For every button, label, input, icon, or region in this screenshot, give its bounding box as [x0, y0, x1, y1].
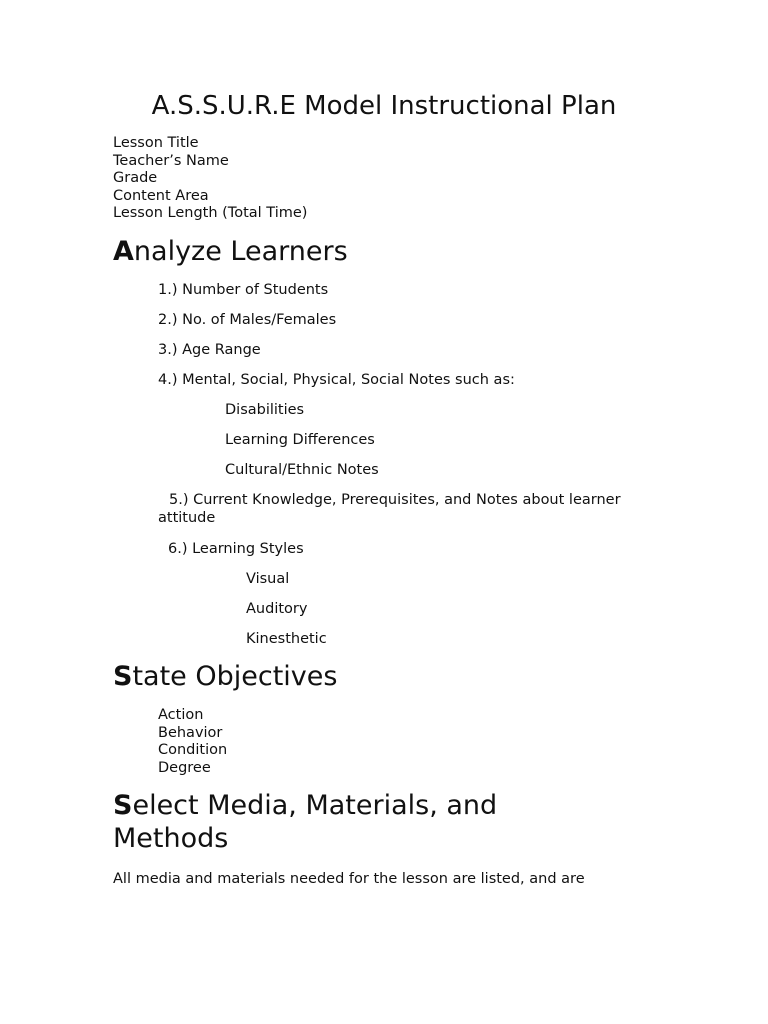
lesson-title-field: Lesson Title: [113, 135, 199, 151]
heading-initial: S: [113, 790, 133, 821]
state-objectives-heading: [113, 660, 337, 693]
heading-rest: nalyze Learners: [133, 236, 348, 267]
select-media-heading-line2: Methods: [113, 823, 229, 854]
heading-initial: S: [113, 661, 133, 692]
analyze-item-1: 1.) Number of Students: [158, 282, 329, 298]
note-disabilities: Disabilities: [225, 402, 305, 418]
lesson-info-fields: [113, 135, 307, 223]
analyze-item-6: 6.) Learning Styles: [168, 541, 304, 557]
objective-condition: Condition: [158, 742, 228, 758]
analyze-item-3: 3.) Age Range: [158, 342, 261, 358]
heading-rest: tate Objectives: [132, 661, 338, 692]
analyze-item-5: 5.) Current Knowledge, Prerequisites, and Notes about learner attitude: [158, 492, 621, 526]
heading-initial: A: [113, 236, 134, 267]
document-title: A.S.S.U.R.E Model Instructional Plan: [151, 91, 617, 121]
select-media-heading: [113, 789, 497, 822]
grade-field: Grade: [113, 170, 158, 186]
objective-degree: Degree: [158, 759, 211, 776]
objectives-list: [158, 707, 227, 777]
analyze-item-2: 2.) No. of Males/Females: [158, 312, 337, 328]
style-auditory: Auditory: [246, 601, 308, 617]
objective-behavior: Behavior: [158, 724, 223, 741]
teacher-name-field: Teacher’s Name: [113, 152, 229, 169]
content-area-field: Content Area: [113, 187, 209, 204]
analyze-item-4: 4.) Mental, Social, Physical, Social Notes such as:: [158, 372, 515, 388]
select-media-paragraph: All media and materials needed for the lesson are listed, and are: [113, 871, 585, 887]
style-kinesthetic: Kinesthetic: [246, 631, 327, 647]
analyze-learners-heading: [113, 235, 348, 268]
note-learning-differences: Learning Differences: [225, 432, 375, 448]
note-cultural-ethnic: Cultural/Ethnic Notes: [225, 462, 379, 478]
heading-rest: elect Media, Materials, and: [132, 790, 498, 821]
objective-action: Action: [158, 707, 204, 723]
lesson-length-field: Lesson Length (Total Time): [113, 205, 308, 221]
style-visual: Visual: [246, 571, 290, 587]
